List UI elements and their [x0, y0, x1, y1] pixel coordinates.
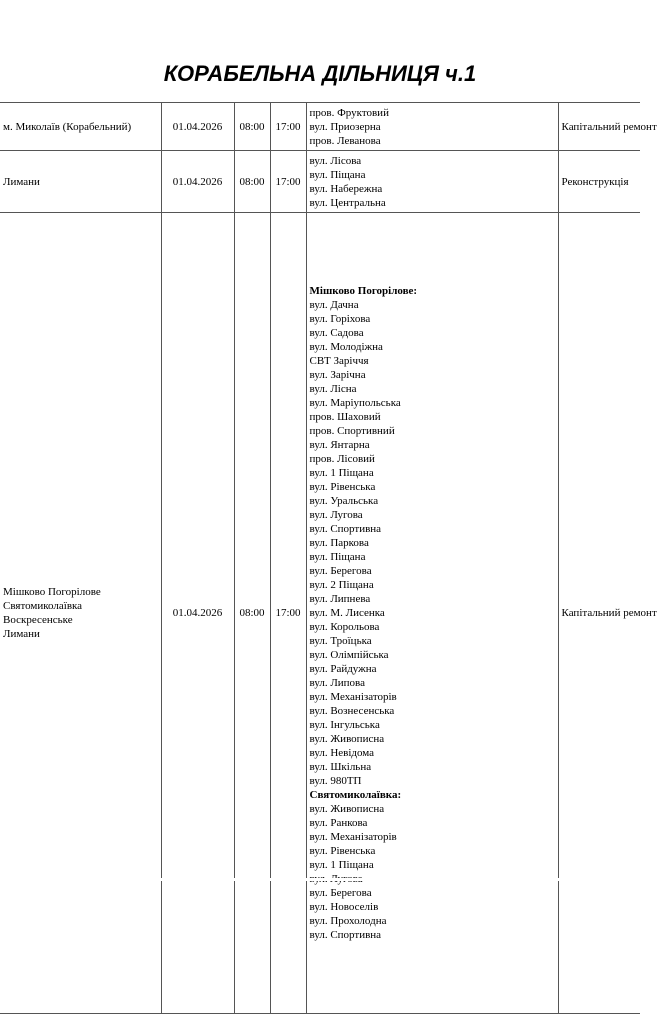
- street-name: вул. Механізаторів: [309, 691, 397, 703]
- streets-cell: [306, 213, 558, 1014]
- street-name: вул. Берегова: [309, 887, 372, 899]
- street-name: вул. Вознесенська: [309, 705, 395, 717]
- street-name: вул. Лугова: [309, 509, 363, 521]
- street-name: вул. Лісова: [309, 154, 362, 167]
- street-name: вул. Райдужна: [309, 663, 377, 675]
- street-name: вул. Центральна: [309, 196, 386, 209]
- street-name: вул. Молодіжна: [309, 341, 383, 353]
- page-title: КОРАБЕЛЬНА ДІЛЬНИЦЯ ч.1: [163, 61, 477, 86]
- street-name: вул. Маріупольська: [309, 397, 401, 409]
- date-cell: 01.04.2026: [161, 103, 234, 151]
- location-name: м. Миколаїв (Корабельний): [3, 120, 132, 133]
- street-name: вул. Механізаторів: [309, 831, 397, 843]
- street-name: вул. Рівенська: [309, 845, 376, 857]
- street-name: вул. Троїцька: [309, 635, 372, 647]
- street-name: вул. Горіхова: [309, 313, 371, 325]
- street-name: вул. Ранкова: [309, 817, 368, 829]
- street-group: [310, 802, 555, 942]
- location-name: Лимани: [3, 628, 40, 640]
- page-edge: [0, 878, 640, 881]
- street-name: вул. Лісна: [309, 383, 357, 395]
- start-time-cell: 08:00: [234, 213, 270, 1014]
- street-name: вул. Олімпійська: [309, 649, 389, 661]
- street-name: вул. Прохолодна: [309, 915, 387, 927]
- village-heading: Святомиколаївка:: [309, 789, 402, 801]
- end-time-cell: 17:00: [270, 151, 306, 213]
- end-time-cell: 17:00: [270, 213, 306, 1014]
- street-name: вул. 2 Піщана: [309, 579, 374, 591]
- street-name: вул. Янтарна: [309, 439, 370, 451]
- street-name: вул. 980ТП: [309, 775, 362, 787]
- street-list: [310, 152, 555, 212]
- date-cell: 01.04.2026: [161, 151, 234, 213]
- street-name: вул. Зарічна: [309, 369, 366, 381]
- date-cell: 01.04.2026: [161, 213, 234, 1014]
- street-name: вул. Піщана: [309, 551, 366, 563]
- table-row: [0, 103, 640, 151]
- street-group: [310, 298, 555, 788]
- street-name: вул. Уральська: [309, 495, 379, 507]
- streets-cell: [306, 103, 558, 151]
- street-name: вул. Новоселів: [309, 901, 379, 913]
- location-cell: [0, 151, 161, 213]
- street-list: [310, 282, 555, 944]
- street-name: СВТ Заріччя: [309, 355, 369, 367]
- work-type-cell: Капітальний ремонт: [558, 103, 640, 151]
- start-time-cell: 08:00: [234, 151, 270, 213]
- location-name: Лимани: [3, 175, 40, 188]
- street-name: пров. Фруктовий: [309, 106, 389, 119]
- location-name: Мішково Погорілове: [3, 586, 101, 598]
- location-cell: [0, 213, 161, 1014]
- street-name: вул. Інгульська: [309, 719, 380, 731]
- street-name: вул. Живописна: [309, 733, 385, 745]
- street-name: вул. Корольова: [309, 621, 380, 633]
- street-name: вул. Паркова: [309, 537, 369, 549]
- table-row: [0, 213, 640, 1014]
- location-name: Святомиколаївка: [3, 600, 83, 612]
- street-name: вул. Дачна: [309, 299, 359, 311]
- street-name: пров. Лісовий: [309, 453, 375, 465]
- street-name: пров. Шаховий: [309, 411, 381, 423]
- street-name: вул. Рівенська: [309, 481, 376, 493]
- street-name: вул. Липова: [309, 677, 365, 689]
- street-name: вул. Липнева: [309, 593, 371, 605]
- street-name: вул. Набережна: [309, 182, 383, 195]
- street-name: пров. Леванова: [309, 134, 381, 147]
- village-heading: Мішково Погорілове:: [309, 285, 418, 297]
- location-name: Воскресенське: [3, 614, 73, 626]
- work-type-cell: Реконструкція: [558, 151, 640, 213]
- street-name: вул. М. Лисенка: [309, 607, 385, 619]
- work-type-cell: Капітальний ремонт: [558, 213, 640, 1014]
- street-name: вул. 1 Піщана: [309, 467, 374, 479]
- street-name: пров. Спортивний: [309, 425, 395, 437]
- street-name: вул. Живописна: [309, 803, 385, 815]
- street-list: [310, 104, 555, 150]
- street-name: вул. Спортивна: [309, 929, 382, 941]
- streets-cell: [306, 151, 558, 213]
- street-name: вул. Піщана: [309, 168, 366, 181]
- street-name: вул. Садова: [309, 327, 364, 339]
- end-time-cell: 17:00: [270, 103, 306, 151]
- location-cell: [0, 103, 161, 151]
- street-name: вул. Спортивна: [309, 523, 382, 535]
- street-name: вул. 1 Піщана: [309, 859, 374, 871]
- street-name: вул. Невідома: [309, 747, 375, 759]
- street-name: вул. Берегова: [309, 565, 372, 577]
- street-name: вул. Приозерна: [309, 120, 381, 133]
- table-row: [0, 151, 640, 213]
- start-time-cell: 08:00: [234, 103, 270, 151]
- street-name: вул. Шкільна: [309, 761, 372, 773]
